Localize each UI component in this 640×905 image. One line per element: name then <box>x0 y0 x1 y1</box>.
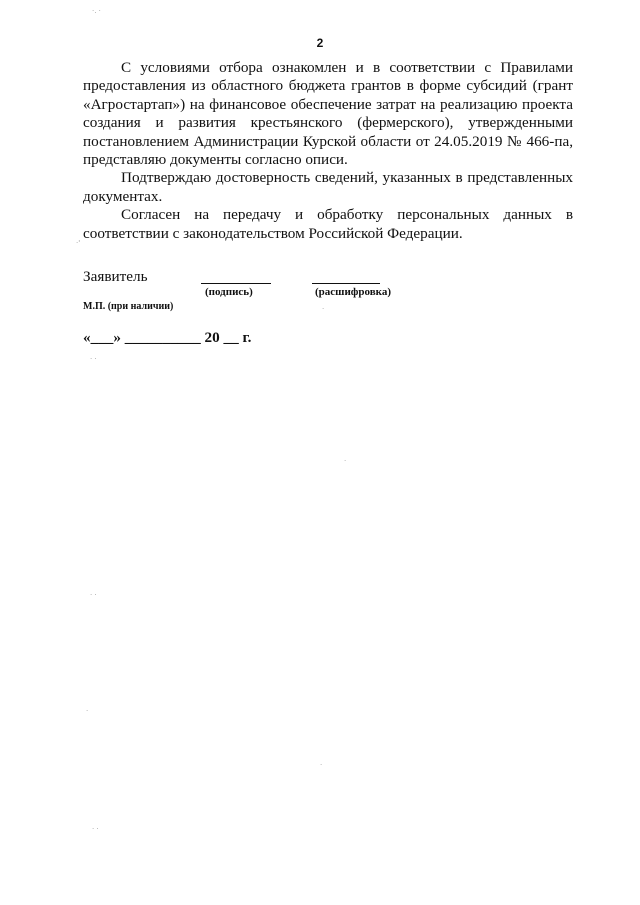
date-line: «___» __________ 20 __ г. <box>83 329 252 346</box>
scan-speck: · · <box>92 825 99 833</box>
scan-speck: · <box>344 457 347 465</box>
paragraph-confirmation: Подтверждаю достоверность сведений, указанных в представленных документах. <box>83 169 573 205</box>
signature-line <box>201 283 271 284</box>
page-number: 2 <box>316 36 324 50</box>
stamp-note: М.П. (при наличии) <box>83 301 174 312</box>
applicant-label: Заявитель <box>83 268 148 285</box>
paragraph-consent: Согласен на передачу и обработку персональных данных в соответствии с законодательством Российской Федерации. <box>83 206 573 242</box>
scan-speck: · <box>86 707 89 715</box>
decoding-caption: (расшифровка) <box>315 286 392 298</box>
signature-caption: (подпись) <box>205 286 253 298</box>
paragraph-conditions: С условиями отбора ознакомлен и в соответствии с Правилами предоставления из областного бюджета грантов в форме субсидий (грант «Агростартап») на финансовое обеспечение затрат на реализацию проекта создания и развития крестьянского (фермерского), утвержденными постановлением Администрации Курской области от 24.05.2019 № 466-па, представляю документы согласно описи. <box>83 59 573 169</box>
decoding-line <box>312 283 380 284</box>
scan-speck: · <box>320 761 323 769</box>
signature-block <box>83 268 503 328</box>
scan-speck: ·' <box>76 239 81 247</box>
scan-speck: · <box>322 305 325 313</box>
scan-speck: · · <box>90 355 97 363</box>
document-body <box>83 59 573 243</box>
scan-speck: ·. · <box>92 7 101 15</box>
scan-speck: · · <box>90 591 97 599</box>
